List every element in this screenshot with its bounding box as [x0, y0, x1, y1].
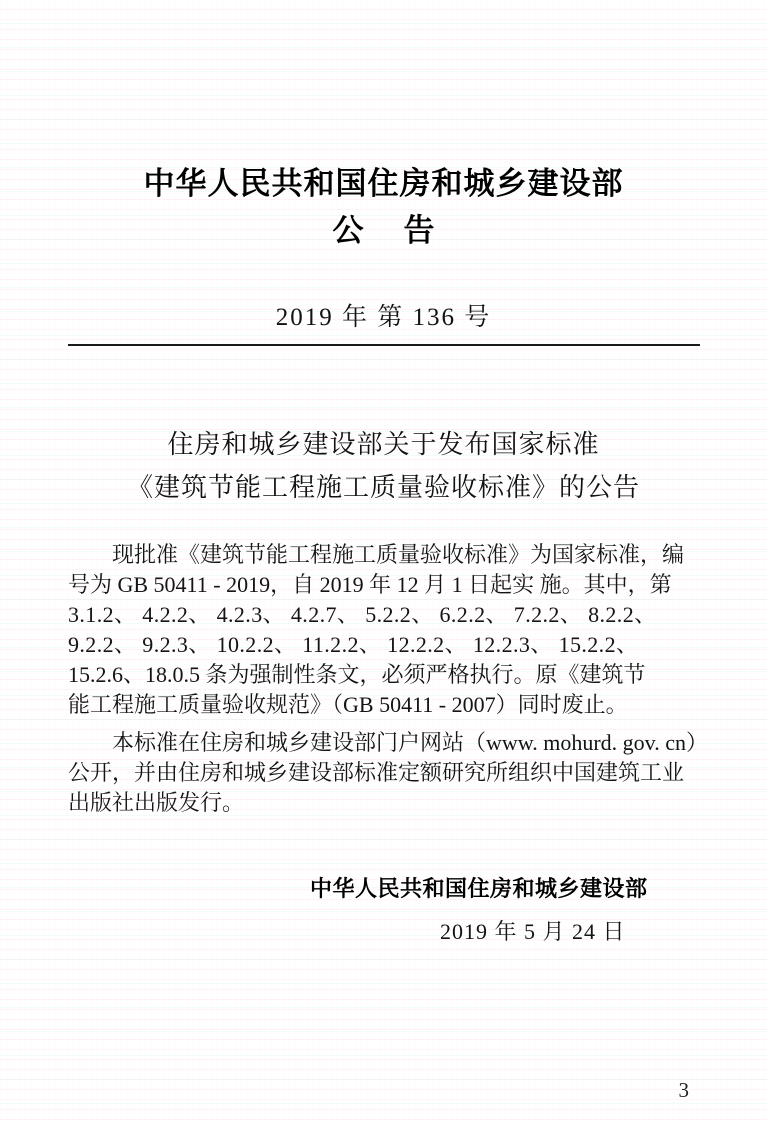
body-text: [68, 540, 709, 818]
subtitle-line-2: 《建筑节能工程施工质量验收标准》的公告: [126, 473, 640, 502]
page-title-announcement: 公告: [332, 213, 475, 249]
paragraph-line: 3.1.2、 4.2.2、 4.2.3、 4.2.7、 5.2.2、 6.2.2、 7.2.2、 8.2.2、: [68, 602, 657, 627]
signature-block: [0, 872, 767, 946]
paragraph-line: 公开，并由住房和城乡建设部标准定额研究所组织中国建筑工业: [68, 760, 685, 785]
paragraph-line: 出版社出版发行。: [68, 790, 245, 815]
paragraph-line: 15.2.6、18.0.5 条为强制性条文，必须严格执行。原《建筑节: [68, 662, 646, 687]
issue-number: 2019 年 第 136 号: [275, 304, 492, 331]
subtitle-line-1: 住房和城乡建设部关于发布国家标准: [167, 430, 600, 459]
paragraph-line: 9.2.2、 9.2.3、 10.2.2、 11.2.2、 12.2.2、 12.2.3、 15.2.2、: [68, 632, 639, 657]
horizontal-divider: [68, 344, 700, 346]
paragraph-spacer: [68, 720, 702, 728]
signing-date: 2019 年 5 月 24 日: [440, 919, 626, 944]
paragraph-line: 号为 GB 50411 - 2019，自 2019 年 12 月 1 日起实 施。其中，第: [68, 572, 672, 597]
page-title: 中华人民共和国住房和城乡建设部: [143, 166, 624, 202]
page-number: 3: [678, 1078, 689, 1102]
signing-authority: 中华人民共和国住房和城乡建设部: [310, 877, 648, 902]
paragraph-line: 能工程施工质量验收规范》（GB 50411 - 2007）同时废止。: [68, 692, 628, 717]
paragraph-line: 现批准《建筑节能工程施工质量验收标准》为国家标准，编: [112, 542, 685, 567]
paragraph-line: 本标准在住房和城乡建设部门户网站（www. mohurd. gov. cn）: [112, 730, 709, 755]
